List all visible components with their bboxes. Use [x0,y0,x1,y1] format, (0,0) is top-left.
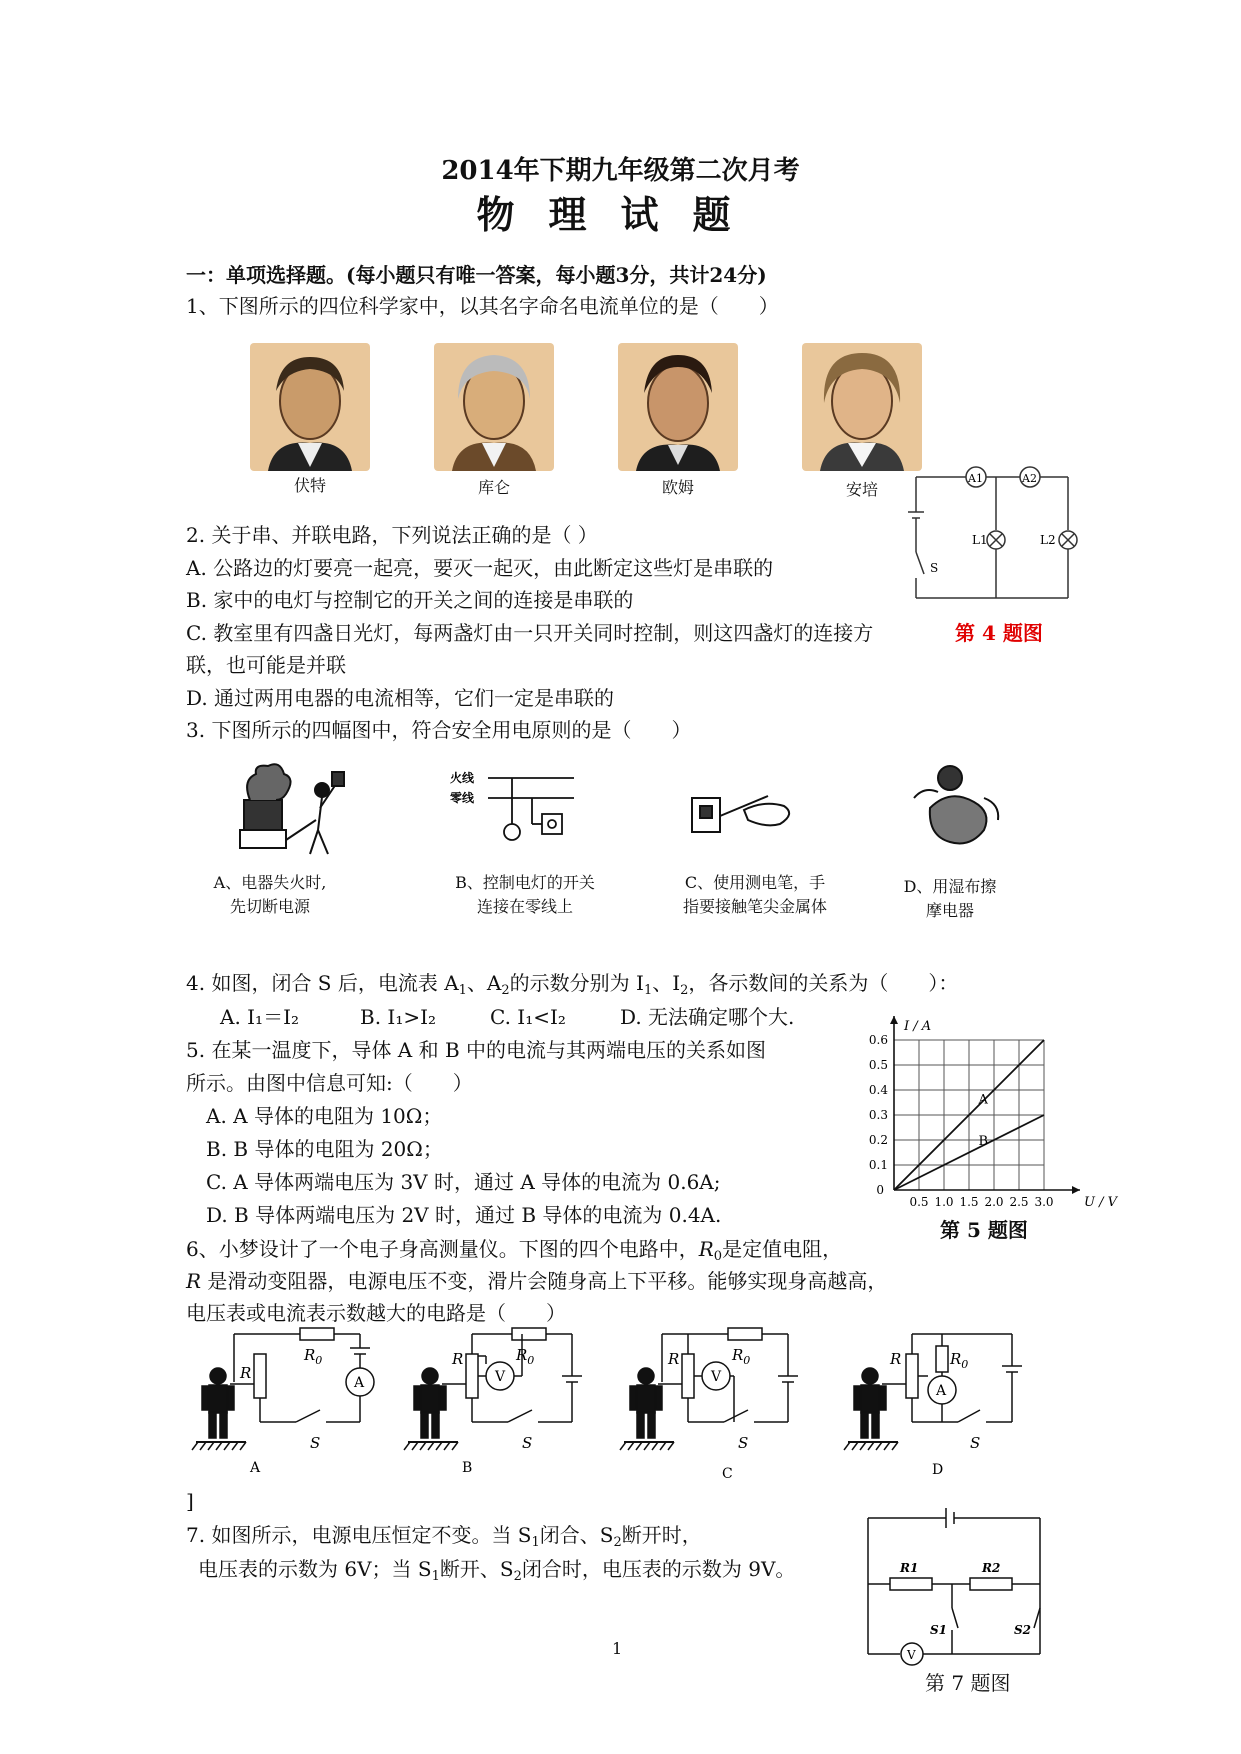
q4-option-d: D. 无法确定哪个大. [620,1005,795,1029]
x-axis-arrow [1072,1186,1080,1194]
portrait-ampere [802,343,922,471]
q6-d-r-label: R [890,1350,902,1368]
q3-caption-c-line1: C、使用测电笔，手 [684,873,826,892]
q6-d-r0-label: $R_0$ [950,1350,969,1371]
x-tick-label: 2.5 [1009,1195,1029,1209]
x-axis-label: U / V [1084,1195,1117,1210]
q6-c-voltmeter-label: V [711,1369,722,1385]
series-label-b: B [978,1133,989,1149]
q3-fig-c [684,790,804,850]
q6-stem-line1: 6、小梦设计了一个电子身高测量仪。下图的四个电路中，$R_0$是定值电阻， [186,1237,843,1264]
y-axis-label: I / A [904,1019,932,1034]
q3-fig-b [448,764,578,864]
q6-stem-line2: R 是滑动变阻器，电源电压不变，滑片会随身高上下平移。能够实现身高越高， [186,1269,888,1293]
name-ohm: 欧姆 [661,478,694,497]
section-heading: 一：单项选择题。(每小题只有唯一答案，每小题3分，共计24分) [186,263,767,287]
q6-c-r0-label: $R_0$ [732,1346,751,1367]
q3-caption-b-line1: B、控制电灯的开关 [455,873,595,892]
q7-r1-label: R1 [900,1561,919,1575]
q6-d-s-label: S [970,1434,981,1452]
fig4-l1-label: L1 [972,533,988,547]
x-tick-label: 0.5 [909,1195,929,1209]
q2-option-b: B. 家中的电灯与控制它的开关之间的连接是串联的 [186,588,634,612]
q4-option-c: C. I₁<I₂ [490,1005,566,1029]
x-tick-label: 1.0 [934,1195,954,1209]
q6-b-s-label: S [522,1434,533,1452]
y-tick-label: 0.4 [868,1083,888,1097]
q7-voltmeter-label: V [907,1648,916,1662]
q6-bracket: ] [186,1489,194,1513]
q6-b-r-label: R [452,1350,464,1368]
fig4-circuit [900,462,1080,612]
page-number: 1 [612,1639,623,1658]
q4-option-b: B. I₁>I₂ [360,1005,437,1029]
q3-fig-d [900,758,1010,858]
q7-circuit [860,1504,1050,1664]
q3-neutral-wire-label: 零线 [450,791,475,805]
q6-c-r-label: R [668,1350,680,1368]
q5-option-d: D. B 导体两端电压为 2V 时，通过 B 导体的电流为 0.4A. [206,1203,722,1227]
q3-fig-a [232,760,352,860]
y-tick-label: 0.1 [868,1158,888,1172]
q6-label-b: B [462,1460,473,1476]
name-volta: 伏特 [293,476,326,495]
portrait-coulomb [434,343,554,471]
q6-circuits [190,1326,1180,1482]
q3-caption-a-line2: 先切断电源 [229,897,310,916]
fig4-caption: 第 4 题图 [955,621,1043,645]
x-tick-label: 2.0 [984,1195,1004,1209]
q5-option-c: C. A 导体两端电压为 3V 时，通过 A 导体的电流为 0.6A; [206,1170,721,1194]
q3-caption-d-line1: D、用湿布擦 [903,877,997,896]
q7-stem-line1: 7. 如图所示，电源电压恒定不变。当 $S_1$闭合、$S_2$断开时， [186,1523,702,1550]
q5-stem-line1: 5. 在某一温度下，导体 A 和 B 中的电流与其两端电压的关系如图 [186,1038,767,1062]
origin-label: 0 [876,1183,884,1197]
y-tick-label: 0.6 [868,1033,888,1047]
y-axis-arrow [890,1016,898,1024]
x-tick-label: 1.5 [959,1195,979,1209]
q6-label-a: A [250,1460,261,1476]
q5-option-b: B. B 导体的电阻为 20Ω； [206,1137,443,1161]
q7-r2-label: R2 [982,1561,1001,1575]
q5-caption: 第 5 题图 [940,1218,1028,1242]
y-tick-label: 0.5 [868,1058,888,1072]
q5-option-a: A. A 导体的电阻为 10Ω； [206,1104,443,1128]
q6-b-voltmeter-label: V [495,1369,506,1385]
q6-a-r0-label: $R_0$ [304,1346,323,1367]
q3-caption-b-line2: 连接在零线上 [476,897,573,916]
series-label-a: A [978,1092,988,1108]
q4-option-a: A. I₁＝I₂ [220,1005,299,1029]
q7-s2-label: S2 [1014,1623,1032,1637]
fig4-l2-label: L2 [1040,533,1056,547]
q3-fire-wire-label: 火线 [450,771,475,785]
q7-s1-label: S1 [930,1623,948,1637]
q3-caption-d-line2: 摩电器 [925,901,974,920]
q2-option-c-line2: 联，也可能是并联 [186,653,346,677]
q6-label-d: D [932,1462,944,1478]
q7-stem-line2: 电压表的示数为 6V；当 $S_1$断开、$S_2$闭合时，电压表的示数为 9V。 [198,1557,796,1584]
subject-title: 物理试题 [476,192,765,237]
q6-a-s-label: S [310,1434,321,1452]
q5-stem-line2: 所示。由图中信息可知:（ ） [186,1071,473,1095]
q3-caption-a-line1: A、电器失火时, [213,873,327,892]
y-tick-label: 0.3 [868,1108,888,1122]
portrait-ohm [618,343,738,471]
portrait-volta [250,343,370,471]
name-ampere: 安培 [845,480,878,499]
fig4-s-label: S [930,561,939,575]
y-tick-label: 0.2 [868,1133,888,1147]
q2-option-d: D. 通过两用电器的电流相等，它们一定是串联的 [186,686,615,710]
q7-caption: 第 7 题图 [925,1671,1011,1695]
q6-d-ammeter-label: A [936,1383,947,1399]
q6-b-r0-label: $R_0$ [516,1346,535,1367]
q6-a-ammeter-label: A [354,1375,365,1391]
q3-caption-c-line2: 指要接触笔尖金属体 [682,897,827,916]
q4-stem: 4. 如图，闭合 S 后，电流表 $A_1$、$A_2$的示数分别为 $I_1$、$I_2$，各示数间的关系为（ ）： [186,971,959,998]
q6-label-c: C [722,1466,733,1482]
q6-a-r-label: R [240,1364,252,1382]
x-tick-label: 3.0 [1034,1195,1054,1209]
fig4-a1-label: A1 [968,472,983,485]
name-coulomb: 库仑 [477,478,510,497]
q6-stem-line3: 电压表或电流表示数越大的电路是（ ） [186,1301,566,1325]
fig4-a2-label: A2 [1022,472,1037,485]
q2-stem: 2. 关于串、并联电路，下列说法正确的是（ ） [186,523,598,547]
q5-chart [850,1018,1117,1218]
q3-stem: 3. 下图所示的四幅图中，符合安全用电原则的是（ ） [186,718,692,742]
q6-c-s-label: S [738,1434,749,1452]
q1-stem: 1、下图所示的四位科学家中，以其名字命名电流单位的是（ ） [186,294,779,318]
q2-option-a: A. 公路边的灯要亮一起亮，要灭一起灭，由此断定这些灯是串联的 [186,556,774,580]
q2-option-c-line1: C. 教室里有四盏日光灯，每两盏灯由一只开关同时控制，则这四盏灯的连接方 [186,621,874,645]
exam-title: 2014年下期九年级第二次月考 [441,156,800,186]
